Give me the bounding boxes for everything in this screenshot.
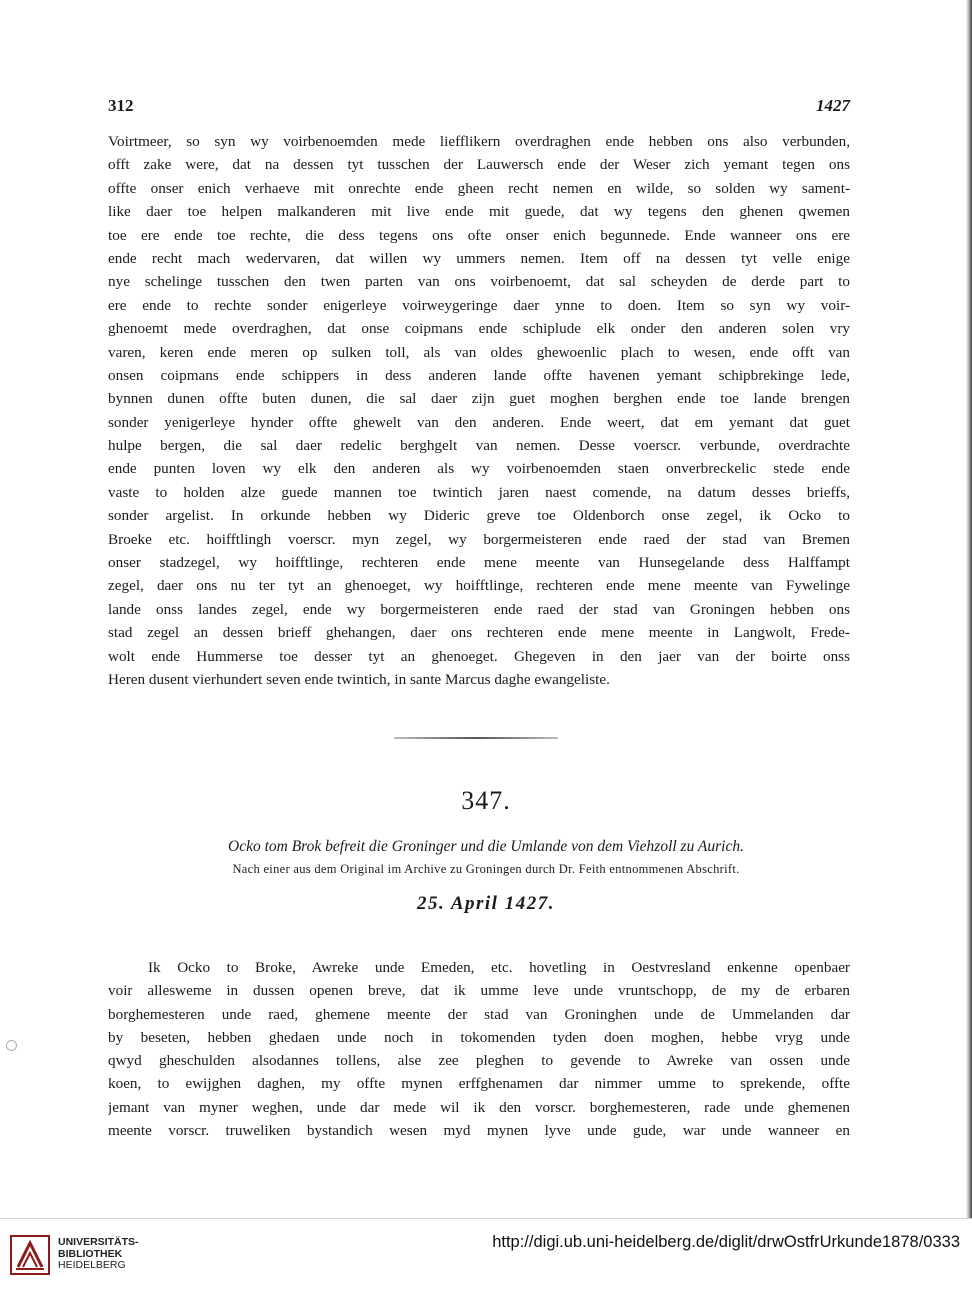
text-line: offte onser enich verhaeve mit onrechte ende gheen recht nemen en wilde, so solden wy sament-: [108, 179, 850, 197]
text-line: varen, keren ende meren op sulken toll, als van oldes ghewoenlic plach to wesen, ende offt van: [108, 343, 850, 361]
text-line: ere ende to rechte sonder enigerleye voirweygeringe daer ynne to doen. Item so syn wy voir-: [108, 296, 850, 314]
text-line: offt zake were, dat na dessen tyt tusschen der Lauwersch ende der Weser zich yemant tegen ons: [108, 156, 850, 174]
document-number: 347.: [461, 786, 511, 815]
page-edge-shadow: [966, 0, 972, 1218]
text-line: qwyd gheschulden alsodannes tollens, alse zee pleghen to gevende to Awreke van ossen unde: [108, 1052, 850, 1070]
text-line: stad zegel an dessen brieff ghehangen, daer ons rechteren ende mene meente in Langwolt, Frede-: [108, 624, 850, 642]
text-line: Ik Ocko to Broke, Awreke unde Emeden, etc. hovetling in Oestvresland enkenne openbaer: [148, 959, 850, 976]
text-line: borghemesteren unde raed, ghemene meente der stad van Groninghen unde de Ummelanden dar: [108, 1005, 850, 1023]
text-line: onsen coipmans ende schippers in dess anderen lande offte havenen yemant schipbrekinge lede,: [108, 366, 850, 384]
continuation-text: [108, 130, 850, 691]
text-line: by beseten, hebben ghedaen unde noch in tokomenden tyden doen moghen, hebbe vryg unde: [108, 1028, 850, 1046]
text-line: voir allesweme in dussen openen breve, dat ik umme leve unde vruntschopp, de my de erbaren: [108, 982, 850, 1000]
library-name-line2: BIBLIOTHEK: [58, 1247, 123, 1260]
text-line: onser stadzegel, wy hoifftlinge, rechteren ende mene meente van Hunsegelande dess Halffampt: [108, 554, 850, 572]
text-line: ghenoemt mede overdraghen, dat onse coipmans ende schiplude elk onder den anderen solen vry: [108, 320, 850, 338]
library-name-line3: HEIDELBERG: [58, 1259, 126, 1271]
text-line: zegel, daer ons nu ter tyt an ghenoeget, wy hoifftlinge, rechteren ende mene meente van Fywelinge: [108, 577, 850, 595]
text-line: jemant van myner weghen, unde dar mede wil ik den vorscr. borghemesteren, rade unde ghemenen: [108, 1098, 850, 1116]
text-line: bynnen dunen offte buten dunen, die sal daer zijn guet moghen berghen ende toe lande brengen: [108, 390, 850, 408]
page-number: 312: [108, 96, 134, 115]
text-line: sonder argelist. In orkunde hebben wy Dideric greve toe Oldenborch onse zegel, ik Ocko to: [108, 507, 850, 525]
section-separator: [394, 737, 558, 739]
document-title: Ocko tom Brok befreit die Groninger und die Umlande von dem Viehzoll zu Aurich.: [228, 838, 744, 855]
source-url-link[interactable]: http://digi.ub.uni-heidelberg.de/diglit/drwOstfrUrkunde1878/0333: [492, 1233, 960, 1251]
text-line: Heren dusent vierhundert seven ende twintich, in sante Marcus daghe ewangeliste.: [108, 670, 610, 688]
text-line: meente vorscr. truweliken bystandich wesen myd mynen lyve unde gude, war unde wanneer en: [108, 1122, 850, 1140]
text-line: Voirtmeer, so syn wy voirbenoemden mede liefflikern overdraghen ende hebben ons also verbunden,: [108, 133, 850, 150]
text-line: sonder yenigerleye hynder offte ghewelt van den anderen. Ende weert, dat em yemant dat guet: [108, 413, 850, 431]
text-line: like daer toe helpen malkanderen mit live ende mit guede, dat wy tegens den ghenen qwemen: [108, 203, 850, 221]
text-line: nye schelinge tusschen den twen parten van ons voirbenoemt, dat sal scheyden de derde part to: [108, 273, 850, 291]
text-line: lande onss landes zegel, ende wy borgermeisteren ende raed der stad van Groningen hebben ons: [108, 600, 850, 618]
library-name: [58, 1237, 139, 1272]
document-date: 25. April 1427.: [417, 893, 555, 914]
library-name-line1: UNIVERSITÄTS-: [58, 1236, 139, 1248]
margin-circle-icon: [6, 1040, 17, 1051]
running-head: [108, 96, 850, 118]
text-line: ende punten loven wy elk den anderen als wy voirbenoemden staen onverbreckelic stede ende: [108, 460, 850, 478]
charter-text: [108, 956, 850, 1142]
university-library-logo-icon: [10, 1235, 50, 1275]
text-line: Broeke etc. hoifftlingh voerscr. myn zegel, wy borgermeisteren ende raed der stad van Bremen: [108, 530, 850, 548]
text-line: hulpe bergen, die sal daer redelic berghgelt van nemen. Desse voerscr. verbunde, overdrachte: [108, 437, 850, 455]
header-year: 1427: [816, 96, 850, 115]
text-line: wolt ende Hummerse toe desser tyt an ghenoeget. Ghegeven in den jaer van der boirte onss: [108, 647, 850, 665]
document-source-note: Nach einer aus dem Original im Archive zu Groningen durch Dr. Feith entnommenen Abschrift.: [232, 862, 740, 876]
text-line: toe ere ende toe rechte, die dess tegens ons ofte onser enich begunnede. Ende wanneer ons ere: [108, 226, 850, 244]
text-line: ende recht mach wedervaren, dat willen wy ummers nemen. Item off na dessen tyt velle enige: [108, 249, 850, 267]
text-line: vaste to holden alze guede mannen toe twintich jaren naest comende, na datum desses brieffs,: [108, 483, 850, 501]
footer-bar: [0, 1218, 972, 1290]
text-line: koen, to ewijghen daghen, my offte mynen erffghenamen dar nimmer umme to sprekende, offte: [108, 1075, 850, 1093]
